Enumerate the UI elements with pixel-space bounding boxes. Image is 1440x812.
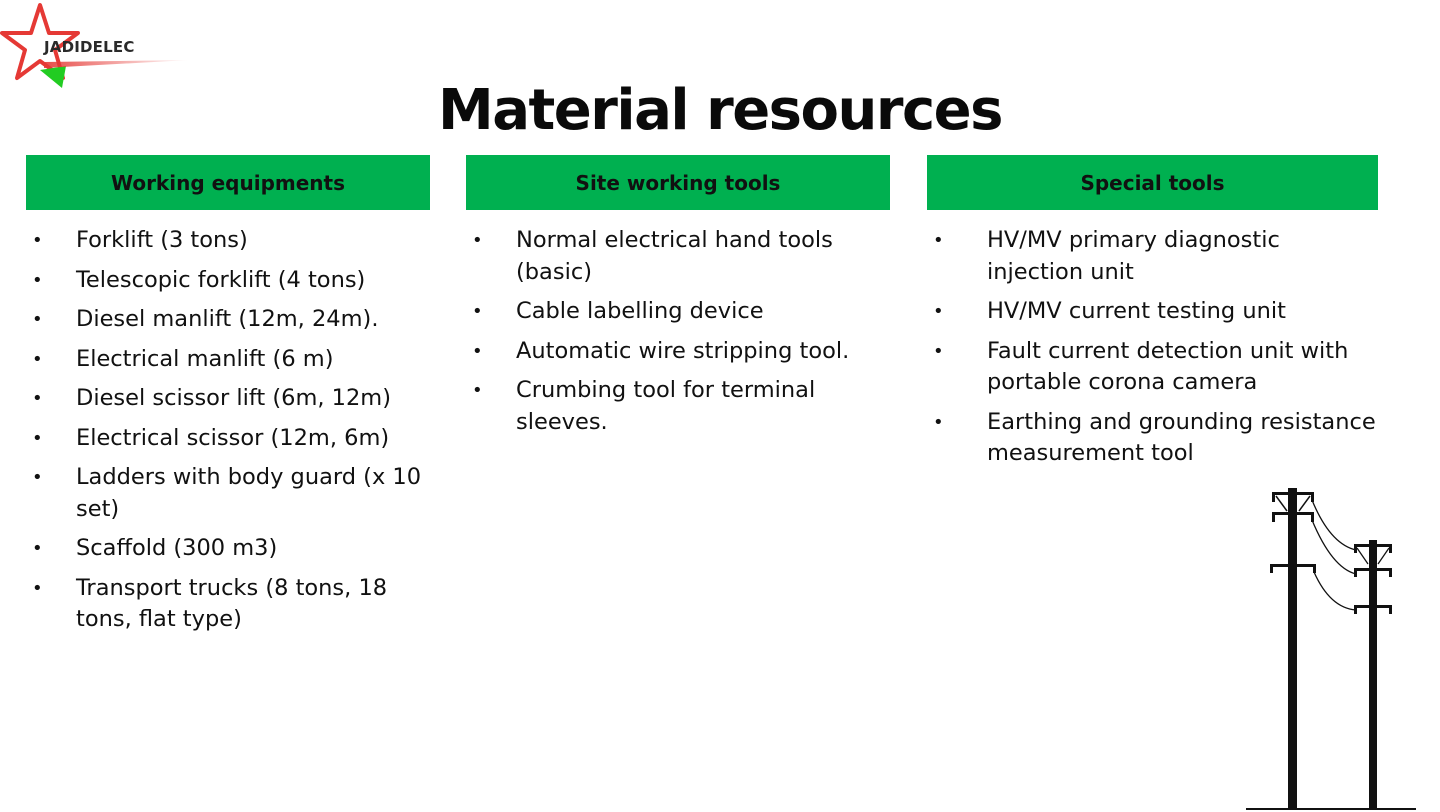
bullet-icon: • (32, 269, 43, 291)
power-poles-icon (1240, 484, 1430, 812)
list-item-text: Earthing and grounding resistance measurement tool (987, 408, 1376, 466)
list-item-text: Electrical manlift (6 m) (76, 345, 334, 372)
item-list (26, 225, 430, 636)
list-item (26, 423, 430, 455)
list-item (466, 225, 890, 288)
column-header: Working equipments (26, 155, 430, 210)
bullet-icon: • (32, 309, 43, 330)
item-list (927, 225, 1378, 470)
bullet-icon: • (32, 427, 43, 449)
list-item-text: Diesel manlift (12m, 24m). (76, 306, 379, 332)
list-item-text: Automatic wire stripping tool. (516, 337, 850, 364)
list-item-text: Electrical scissor (12m, 6m) (76, 424, 390, 451)
bullet-icon: • (32, 577, 43, 599)
list-item (26, 304, 430, 336)
bullet-icon: • (32, 388, 43, 409)
list-item-text: Fault current detection unit with portable corona camera (987, 337, 1349, 395)
list-item (26, 573, 430, 636)
list-item (466, 375, 890, 438)
list-item-text: Transport trucks (8 tons, 18 tons, flat type) (76, 574, 388, 632)
list-item (927, 407, 1378, 470)
list-item-text: Crumbing tool for terminal sleeves. (516, 377, 816, 435)
list-item-text: HV/MV current testing unit (987, 298, 1286, 324)
column-header: Site working tools (466, 155, 890, 210)
list-item-text: Normal electrical hand tools (basic) (516, 227, 833, 285)
logo-brand-text: JADIDELEC (44, 38, 135, 56)
item-list (466, 225, 890, 438)
list-item (466, 296, 890, 328)
list-item (26, 344, 430, 376)
list-item-text: Scaffold (300 m3) (76, 535, 278, 561)
list-item-text: Ladders with body guard (x 10 set) (76, 464, 422, 522)
list-item (927, 225, 1378, 288)
list-item (26, 533, 430, 565)
page-title: Material resources (438, 78, 1002, 143)
list-item-text: Telescopic forklift (4 tons) (76, 266, 366, 293)
column-working-equipments (26, 155, 430, 644)
list-item (26, 265, 430, 297)
bullet-icon: • (472, 230, 483, 251)
list-item-text: HV/MV primary diagnostic injection unit (987, 227, 1280, 285)
list-item (26, 462, 430, 525)
list-item (466, 336, 890, 368)
bullet-icon: • (933, 340, 944, 362)
bullet-icon: • (32, 230, 43, 251)
bullet-icon: • (472, 380, 483, 401)
bullet-icon: • (933, 230, 944, 251)
column-site-working-tools (466, 155, 890, 446)
list-item-text: Forklift (3 tons) (76, 227, 248, 253)
list-item (927, 296, 1378, 328)
list-item-text: Diesel scissor lift (6m, 12m) (76, 385, 391, 411)
list-item (26, 225, 430, 257)
list-item-text: Cable labelling device (516, 298, 764, 324)
bullet-icon: • (32, 467, 43, 488)
column-special-tools (927, 155, 1378, 478)
column-header: Special tools (927, 155, 1378, 210)
list-item (927, 336, 1378, 399)
list-item (26, 383, 430, 415)
bullet-icon: • (933, 411, 944, 433)
bullet-icon: • (32, 538, 43, 559)
bullet-icon: • (472, 301, 483, 322)
bullet-icon: • (32, 348, 43, 370)
bullet-icon: • (933, 301, 944, 322)
bullet-icon: • (472, 340, 483, 362)
